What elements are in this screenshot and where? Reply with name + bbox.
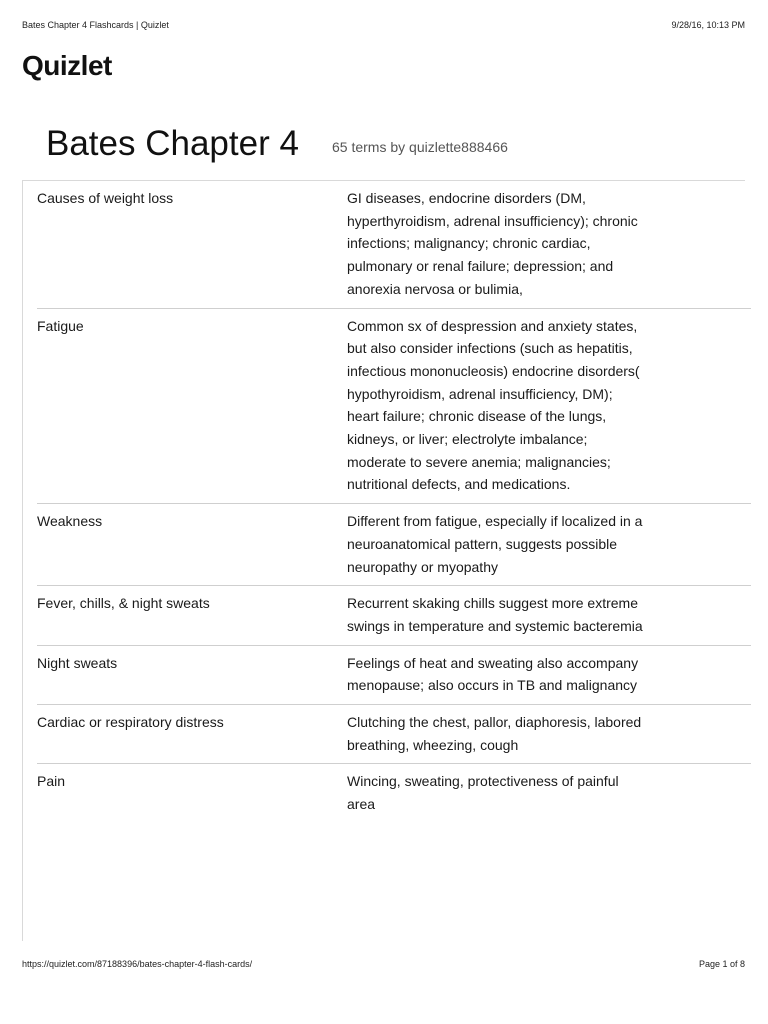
definition-text: Recurrent skaking chills suggest more extreme swings in temperature and systemic bacteremia [347, 595, 643, 634]
definition-text: Clutching the chest, pallor, diaphoresis, labored breathing, wheezing, cough [347, 714, 642, 753]
term-row [37, 764, 751, 822]
term-text: Causes of weight loss [37, 190, 174, 206]
definition-text: Wincing, sweating, protectiveness of painful area [347, 773, 619, 813]
term-row [37, 705, 751, 764]
term-row [37, 181, 751, 309]
set-header [46, 124, 745, 174]
set-meta [332, 139, 508, 155]
quizlet-logo[interactable]: Quizlet [22, 50, 112, 81]
term-list [22, 180, 745, 941]
term-row [37, 646, 751, 705]
term-text: Fever, chills, & night sweats [37, 595, 210, 612]
definition-text: Different from fatigue, especially if localized in a neuroanatomical pattern, suggests possible neuropathy or myopathy [347, 513, 643, 575]
term-row [37, 586, 751, 645]
print-datetime: 9/28/16, 10:13 PM [671, 20, 745, 30]
print-url: https://quizlet.com/87188396/bates-chapter-4-flash-cards/ [22, 959, 253, 969]
term-text: Cardiac or respiratory distress [37, 714, 224, 731]
term-text: Weakness [37, 513, 103, 530]
author-link[interactable]: quizlette888466 [409, 139, 508, 155]
term-row [37, 309, 751, 505]
print-header [22, 20, 745, 34]
term-text: Pain [37, 773, 66, 790]
term-text: Fatigue [37, 317, 84, 334]
definition-text: GI diseases, endocrine disorders (DM, hyperthyroidism, adrenal insufficiency); chronic infections; malignancy; chronic cardiac, pulmonary or renal failure; depression; and anorexia nervosa or bulimia, [347, 190, 638, 297]
term-text: Night sweats [37, 654, 118, 671]
set-title: Bates Chapter 4 [46, 124, 299, 163]
definition-text: Feelings of heat and sweating also accompany menopause; also occurs in TB and malignancy [347, 654, 639, 694]
terms-count: 65 terms by [332, 139, 406, 155]
print-footer [22, 959, 745, 973]
definition-text: Common sx of despression and anxiety states, but also consider infections (such as hepatitis, infectious mononucleosis) endocrine disorders( hypothyroidism, adrenal insufficiency, DM); heart failure; chronic disease of the lungs, kidneys, or liver; electrolyte imbalance; moderate to severe anemia; malignancies; nutritional defects, and medications. [347, 317, 640, 493]
term-row [37, 504, 751, 586]
print-page-title: Bates Chapter 4 Flashcards | Quizlet [22, 20, 169, 30]
page-number: Page 1 of 8 [698, 959, 745, 969]
